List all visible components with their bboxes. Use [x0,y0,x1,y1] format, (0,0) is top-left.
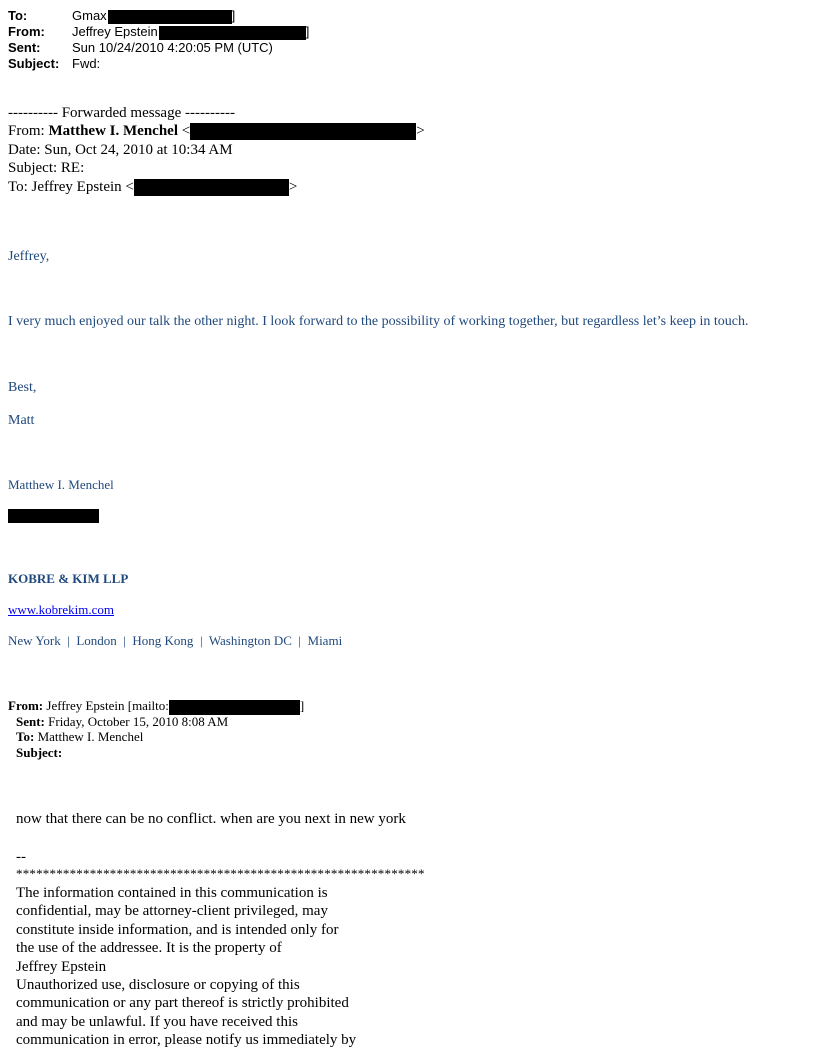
redaction [8,509,99,523]
forwarded-date: Date: Sun, Oct 24, 2010 at 10:34 AM [8,142,233,158]
quoted-subject: Subject: [16,745,63,760]
signature-offices [8,633,342,649]
header-subject-label: Subject: [8,56,60,71]
disclaimer-line: Unauthorized use, disclosure or copying of this [16,977,300,994]
header-from-label: From: [8,24,45,39]
signature-website[interactable] [8,602,114,618]
greeting: Jeffrey, [8,249,50,264]
redaction [190,123,416,140]
header-to-label: To: [8,8,28,23]
message-paragraph: I very much enjoyed our talk the other night. I look forward to the possibility of working together, but regardless let’s keep in touch. [8,314,749,329]
forwarded-from: From: Matthew I. Menchel < > [8,123,425,139]
office-washington-dc: Washington DC [208,633,292,648]
disclaimer-line: and may be unlawful. If you have received this [16,1013,298,1030]
quoted-to: To: Matthew I. Menchel [16,729,144,744]
quoted-message: now that there can be no conflict. when are you next in new york [16,811,406,827]
header-sent-label: Sent: [8,40,41,55]
disclaimer-line: Jeffrey Epstein [16,958,107,975]
redaction [134,179,289,196]
forwarded-subject: Subject: RE: [8,160,85,176]
disclaimer-line: the use of the addressee. It is the property of [16,940,282,957]
signoff: Matt [8,413,35,428]
redaction [108,10,232,24]
disclaimer-line: confidential, may be attorney-client privileged, may [16,903,328,920]
signature-firm: KOBRE & KIM LLP [8,571,129,586]
office-hong-kong: Hong Kong [132,633,194,648]
quoted-sent: Sent: Friday, October 15, 2010 8:08 AM [16,714,229,729]
office-miami: Miami [307,633,343,648]
quoted-dashes: -- [16,849,26,865]
office-london: London [76,633,117,648]
disclaimer-line: The information contained in this communication is [16,885,328,901]
disclaimer-line: communication or any part thereof is strictly prohibited [16,995,349,1012]
disclaimer-stars: ************************************************************* [16,866,425,881]
header-to-value: Gmax ] [72,8,236,23]
office-separator: | [199,633,203,648]
header-sent-value: Sun 10/24/2010 4:20:05 PM (UTC) [72,40,273,55]
redaction [169,700,300,715]
office-separator: | [298,633,302,648]
disclaimer-line: constitute inside information, and is intended only for [16,921,339,938]
forwarded-divider: ---------- Forwarded message ---------- [8,105,235,121]
quoted-from: From: Jeffrey Epstein [mailto: ] [8,698,305,713]
redaction [159,26,306,40]
header-subject-value: Fwd: [72,56,101,71]
forwarded-to: To: Jeffrey Epstein < > [8,179,298,195]
office-new-york: New York [8,633,61,648]
disclaimer [16,884,356,1050]
header-from-value: Jeffrey Epstein ] [72,24,310,39]
signature-name: Matthew I. Menchel [8,477,114,492]
website-link[interactable]: www.kobrekim.com [8,602,115,617]
office-separator: | [123,633,126,648]
disclaimer-line: communication in error, please notify us immediately by [16,1032,357,1049]
office-separator: | [67,633,70,648]
closing: Best, [8,380,37,395]
